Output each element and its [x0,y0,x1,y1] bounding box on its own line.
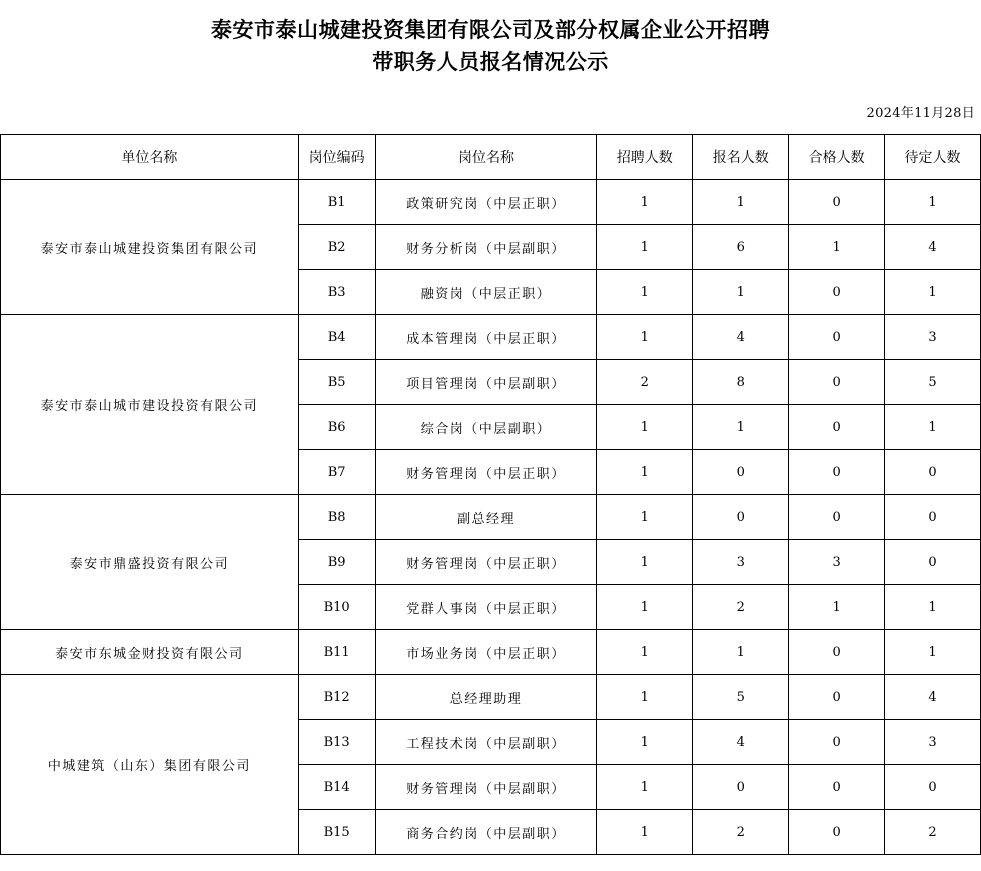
recruit-count-cell: 1 [597,720,693,765]
unit-name-cell: 泰安市泰山城建投资集团有限公司 [1,180,299,315]
pending-count-cell: 0 [885,495,981,540]
table-row [1,180,981,225]
qualified-count-cell: 0 [789,450,885,495]
recruit-count-cell: 1 [597,225,693,270]
header-unit-name: 单位名称 [1,135,299,180]
pending-count-cell: 1 [885,630,981,675]
recruit-count-cell: 1 [597,450,693,495]
recruit-count-cell: 1 [597,495,693,540]
position-code-cell: B6 [298,405,375,450]
recruit-count-cell: 2 [597,360,693,405]
position-name-cell: 财务分析岗（中层副职） [375,225,597,270]
recruit-count-cell: 1 [597,630,693,675]
position-name-cell: 综合岗（中层副职） [375,405,597,450]
position-code-cell: B8 [298,495,375,540]
applied-count-cell: 1 [693,180,789,225]
position-name-cell: 财务管理岗（中层正职） [375,450,597,495]
header-pending-count: 待定人数 [885,135,981,180]
position-name-cell: 融资岗（中层正职） [375,270,597,315]
qualified-count-cell: 0 [789,495,885,540]
table-row [1,495,981,540]
qualified-count-cell: 3 [789,540,885,585]
pending-count-cell: 3 [885,720,981,765]
recruit-count-cell: 1 [597,810,693,855]
applied-count-cell: 2 [693,810,789,855]
recruit-count-cell: 1 [597,765,693,810]
table-row [1,630,981,675]
position-name-cell: 项目管理岗（中层副职） [375,360,597,405]
table-row [1,315,981,360]
qualified-count-cell: 0 [789,765,885,810]
recruit-count-cell: 1 [597,180,693,225]
table-row [1,675,981,720]
recruit-count-cell: 1 [597,270,693,315]
applied-count-cell: 0 [693,495,789,540]
qualified-count-cell: 0 [789,315,885,360]
pending-count-cell: 0 [885,450,981,495]
applied-count-cell: 0 [693,450,789,495]
applied-count-cell: 8 [693,360,789,405]
unit-name-cell: 泰安市泰山城市建设投资有限公司 [1,315,299,495]
pending-count-cell: 4 [885,675,981,720]
qualified-count-cell: 0 [789,720,885,765]
header-qualified-count: 合格人数 [789,135,885,180]
position-code-cell: B2 [298,225,375,270]
qualified-count-cell: 0 [789,180,885,225]
position-code-cell: B5 [298,360,375,405]
unit-name-cell: 泰安市东城金财投资有限公司 [1,630,299,675]
header-position-name: 岗位名称 [375,135,597,180]
qualified-count-cell: 0 [789,270,885,315]
applied-count-cell: 6 [693,225,789,270]
position-name-cell: 商务合约岗（中层副职） [375,810,597,855]
recruit-count-cell: 1 [597,585,693,630]
applied-count-cell: 2 [693,585,789,630]
qualified-count-cell: 1 [789,225,885,270]
qualified-count-cell: 1 [789,585,885,630]
qualified-count-cell: 0 [789,405,885,450]
applied-count-cell: 1 [693,630,789,675]
pending-count-cell: 1 [885,405,981,450]
publish-date: 2024年11月28日 [866,106,975,121]
document-title-line-1: 泰安市泰山城建投资集团有限公司及部分权属企业公开招聘 [211,17,770,42]
position-code-cell: B10 [298,585,375,630]
position-code-cell: B7 [298,450,375,495]
position-code-cell: B1 [298,180,375,225]
applied-count-cell: 4 [693,315,789,360]
applied-count-cell: 0 [693,765,789,810]
position-code-cell: B9 [298,540,375,585]
pending-count-cell: 1 [885,270,981,315]
recruit-count-cell: 1 [597,540,693,585]
position-code-cell: B13 [298,720,375,765]
header-recruit-count: 招聘人数 [597,135,693,180]
qualified-count-cell: 0 [789,675,885,720]
position-name-cell: 财务管理岗（中层副职） [375,765,597,810]
position-code-cell: B15 [298,810,375,855]
pending-count-cell: 0 [885,540,981,585]
position-name-cell: 政策研究岗（中层正职） [375,180,597,225]
pending-count-cell: 5 [885,360,981,405]
document-title-line-2: 带职务人员报名情况公示 [372,49,609,74]
position-code-cell: B11 [298,630,375,675]
pending-count-cell: 1 [885,585,981,630]
position-code-cell: B4 [298,315,375,360]
pending-count-cell: 3 [885,315,981,360]
pending-count-cell: 1 [885,180,981,225]
position-name-cell: 党群人事岗（中层正职） [375,585,597,630]
header-position-code: 岗位编码 [298,135,375,180]
applied-count-cell: 5 [693,675,789,720]
header-applied-count: 报名人数 [693,135,789,180]
position-code-cell: B14 [298,765,375,810]
position-name-cell: 成本管理岗（中层正职） [375,315,597,360]
qualified-count-cell: 0 [789,360,885,405]
position-code-cell: B3 [298,270,375,315]
table-header-row [1,135,981,180]
recruit-count-cell: 1 [597,315,693,360]
position-name-cell: 总经理助理 [375,675,597,720]
position-name-cell: 财务管理岗（中层正职） [375,540,597,585]
applied-count-cell: 4 [693,720,789,765]
unit-name-cell: 中城建筑（山东）集团有限公司 [1,675,299,855]
position-name-cell: 工程技术岗（中层副职） [375,720,597,765]
pending-count-cell: 4 [885,225,981,270]
pending-count-cell: 0 [885,765,981,810]
applied-count-cell: 1 [693,405,789,450]
recruit-count-cell: 1 [597,675,693,720]
position-name-cell: 副总经理 [375,495,597,540]
pending-count-cell: 2 [885,810,981,855]
recruit-count-cell: 1 [597,405,693,450]
position-code-cell: B12 [298,675,375,720]
qualified-count-cell: 0 [789,630,885,675]
qualified-count-cell: 0 [789,810,885,855]
position-name-cell: 市场业务岗（中层正职） [375,630,597,675]
registration-table [0,134,981,855]
applied-count-cell: 3 [693,540,789,585]
applied-count-cell: 1 [693,270,789,315]
table-body [1,135,981,855]
unit-name-cell: 泰安市鼎盛投资有限公司 [1,495,299,630]
